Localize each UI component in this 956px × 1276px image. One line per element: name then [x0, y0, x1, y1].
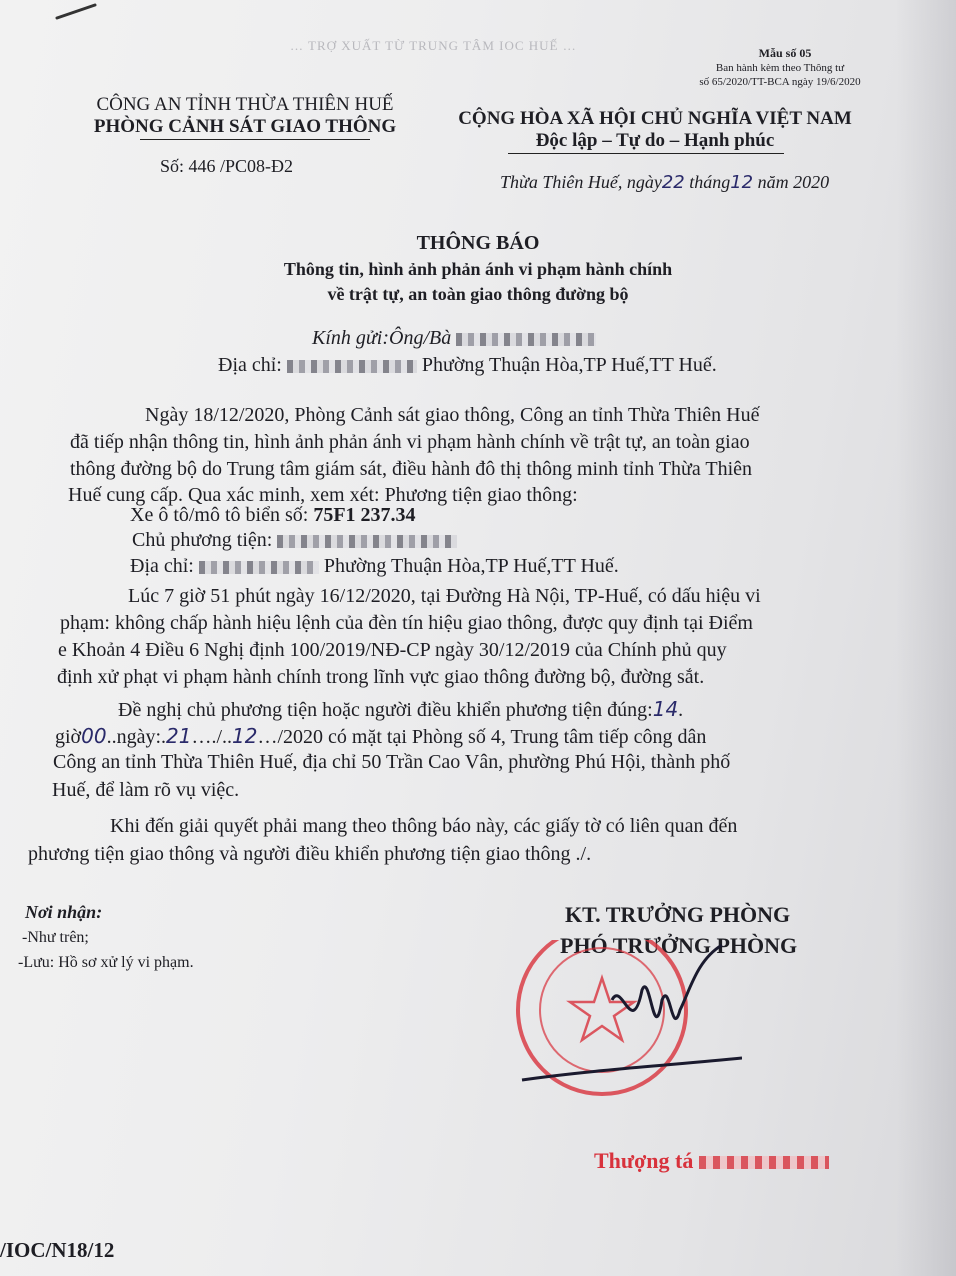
signer-title-1: KT. TRƯỞNG PHÒNG [565, 902, 791, 927]
redacted-owner [277, 535, 457, 548]
motto-underline [508, 153, 784, 154]
signer-rank: Thượng tá [594, 1148, 694, 1173]
paragraph-4-line-1: Khi đến giải quyết phải mang theo thông báo này, các giấy tờ có liên quan đến [110, 815, 738, 837]
appointment-day: 21 [166, 724, 192, 748]
owner-label: Chủ phương tiện: [132, 529, 273, 551]
appointment-month: 12 [232, 724, 258, 748]
date-year: năm 2020 [757, 172, 830, 192]
pen-mark [55, 2, 99, 20]
national-motto: Độc lập – Tự do – Hạnh phúc [535, 130, 775, 151]
notice-subtitle-1: Thông tin, hình ảnh phản ánh vi phạm hành chính [283, 259, 673, 279]
plate-label: Xe ô tô/mô tô biển số: [130, 504, 309, 526]
redacted-signer-name [699, 1156, 829, 1169]
form-number: Mẫu số 05 [758, 46, 812, 60]
paragraph-3-text-1: Đề nghị chủ phương tiện hoặc người điều khiển phương tiện đúng: [118, 699, 653, 721]
address-value: Phường Thuận Hòa,TP Huế,TT Huế. [421, 354, 717, 376]
paragraph-2-line-2: phạm: không chấp hành hiệu lệnh của đèn tín hiệu giao thông, được quy định tại Điểm [60, 612, 753, 634]
owner-address-line [130, 555, 619, 578]
paragraph-3-line-3: Công an tỉnh Thừa Thiên Huế, địa chỉ 50 Trần Cao Vân, phường Phú Hội, thành phố [53, 751, 731, 773]
paragraph-1-line-4: Huế cung cấp. Qua xác minh, xem xét: Phương tiện giao thông: [68, 484, 578, 506]
paragraph-3-text-2: /2020 có mặt tại Phòng số 4, Trung tâm tiếp công dân [277, 726, 707, 748]
paragraph-1-line-2: đã tiếp nhận thông tin, hình ảnh phản ánh vi phạm hành chính về trật tự, an toàn giao [70, 431, 750, 453]
owner-address-label: Địa chỉ: [130, 555, 194, 577]
date-day: 22 [661, 172, 685, 193]
recipient-line [312, 327, 596, 350]
paragraph-1-line-1: Ngày 18/12/2020, Phòng Cảnh sát giao thông, Công an tỉnh Thừa Thiên Huế [145, 404, 760, 426]
plate-number: 75F1 237.34 [313, 504, 416, 526]
date-prefix: Thừa Thiên Huế, ngày [500, 172, 662, 192]
recipients-item-2: -Lưu: Hồ sơ xử lý vi phạm. [18, 954, 194, 971]
notice-subtitle-2: về trật tự, an toàn giao thông đường bộ [327, 284, 629, 304]
plate-line [130, 504, 416, 527]
country-name: CỘNG HÒA XÃ HỘI CHỦ NGHĨA VIỆT NAM [458, 108, 852, 129]
paragraph-2-line-3: e Khoản 4 Điều 6 Nghị định 100/2019/NĐ-CP ngày 30/12/2019 của Chính phủ quy [58, 639, 727, 661]
date-month: 12 [730, 172, 754, 193]
recipients-heading: Nơi nhận: [25, 902, 103, 922]
appointment-minute: 00 [81, 724, 107, 748]
signer-title-2: PHÓ TRƯỞNG PHÒNG [560, 933, 798, 958]
signer-rank-line [594, 1148, 829, 1174]
redacted-name [456, 333, 596, 346]
appointment-hour: 14 [652, 697, 679, 721]
paragraph-3-line-1: Đề nghị chủ phương tiện hoặc người điều khiển phương tiện đúng:14. [118, 697, 684, 721]
owner-line [132, 529, 457, 552]
owner-address-value: Phường Thuận Hòa,TP Huế,TT Huế. [323, 555, 619, 577]
day-label: ngày: [116, 726, 162, 748]
department-underline [140, 139, 370, 140]
redacted-address [287, 360, 417, 373]
official-seal [512, 940, 742, 1130]
paragraph-4-line-2: phương tiện giao thông và người điều khiển phương tiện giao thông ./. [28, 843, 592, 865]
form-issued-line2: số 65/2020/TT-BCA ngày 19/6/2020 [699, 76, 861, 88]
recipient-label: Kính gửi:Ông/Bà [312, 327, 452, 349]
notice-title: THÔNG BÁO [416, 232, 540, 254]
recipients-item-1: -Như trên; [22, 929, 89, 946]
address-label: Địa chỉ: [218, 354, 282, 376]
faded-header-text: … TRỢ XUẤT TỪ TRUNG TÂM IOC HUẾ … [290, 38, 577, 53]
paragraph-2-line-4: định xử phạt vi phạm hành chính trong lĩnh vực giao thông đường bộ, đường sắt. [57, 666, 705, 688]
paragraph-3-line-2: giờ00..ngày:.21…./..12…/2020 có mặt tại Phòng số 4, Trung tâm tiếp công dân [55, 724, 707, 748]
paragraph-3-line-4: Huế, để làm rõ vụ việc. [52, 779, 240, 801]
page-shadow [896, 0, 956, 1276]
form-issued-line1: Ban hành kèm theo Thông tư [715, 62, 845, 74]
recipient-address-line [218, 354, 717, 377]
hour-label: giờ [55, 726, 82, 748]
place-date [500, 172, 829, 193]
paragraph-2-line-1: Lúc 7 giờ 51 phút ngày 16/12/2020, tại Đường Hà Nội, TP-Huế, có dấu hiệu vi [128, 585, 761, 607]
department-name: PHÒNG CẢNH SÁT GIAO THÔNG [93, 116, 397, 137]
redacted-owner-address [199, 561, 319, 574]
reference-code: /IOC/N18/12 [0, 1238, 115, 1262]
paragraph-1-line-3: thông đường bộ do Trung tâm giám sát, điều hành đô thị thông minh tỉnh Thừa Thiên [70, 458, 753, 480]
document-number: Số: 446 /PC08-Đ2 [160, 156, 294, 176]
agency-name: CÔNG AN TỈNH THỪA THIÊN HUẾ [96, 94, 394, 115]
date-month-label: tháng [689, 172, 731, 192]
